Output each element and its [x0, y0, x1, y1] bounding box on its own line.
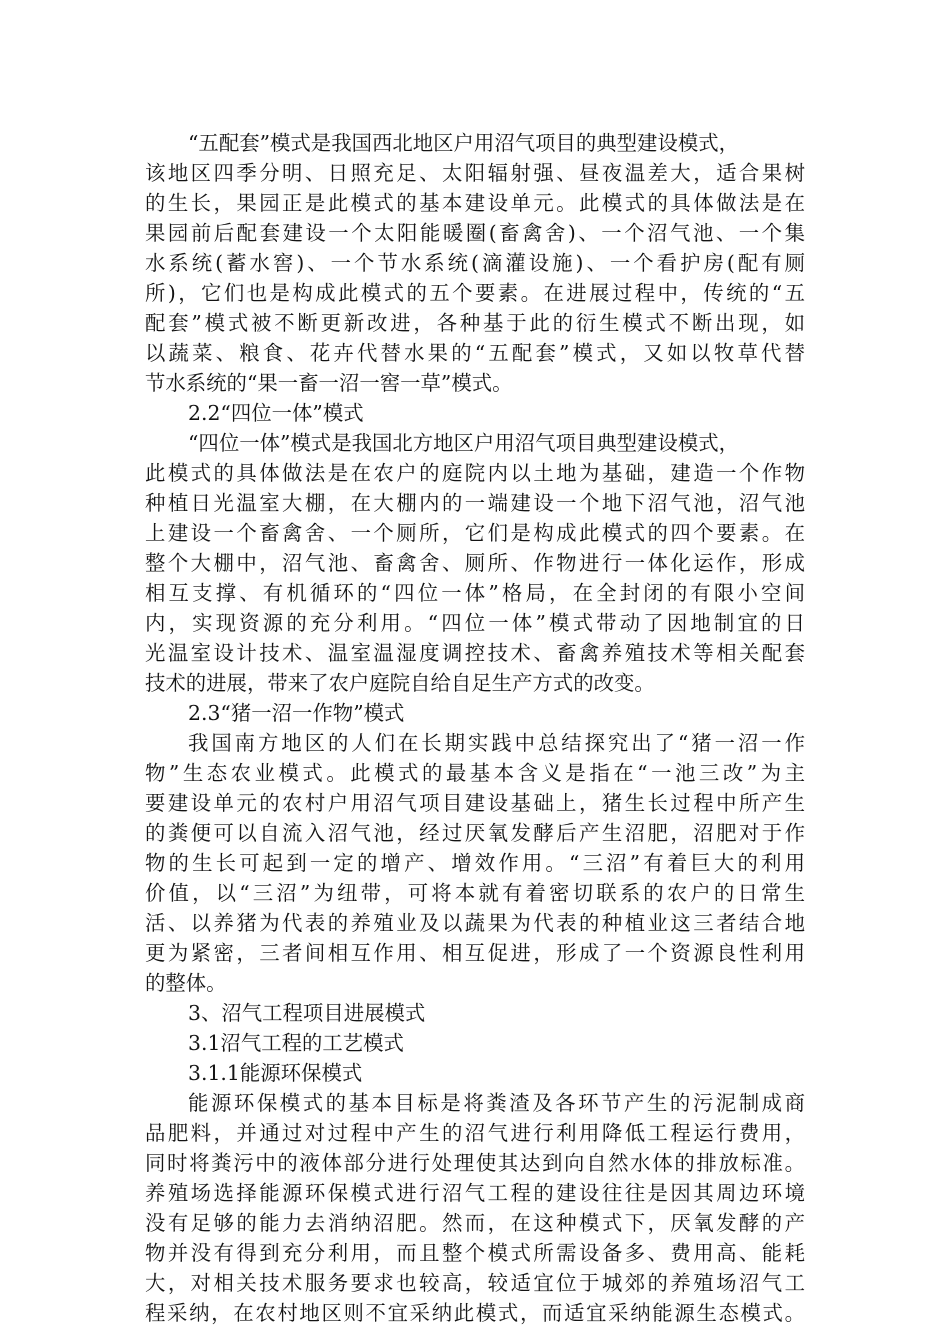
- paragraph-line: 的整体。: [145, 971, 227, 995]
- paragraph-line: 更为紧密，三者间相互作用、相互促进，形成了一个资源良性利用: [145, 941, 805, 965]
- paragraph-line: 价值，以“三沼”为纽带，可将本就有着密切联系的农户的日常生: [145, 881, 805, 905]
- paragraph-line: 相互支撑、有机循环的“四位一体”格局，在全封闭的有限小空间: [145, 581, 805, 605]
- paragraph-line: 能源环保模式的基本目标是将粪渣及各环节产生的污泥制成商: [188, 1091, 805, 1115]
- paragraph-line: 该地区四季分明、日照充足、太阳辐射强、昼夜温差大，适合果树: [145, 161, 805, 185]
- paragraph-line: 物”生态农业模式。此模式的最基本含义是指在“一池三改”为主: [145, 761, 805, 785]
- paragraph-line: “四位一体”模式是我国北方地区户用沼气项目典型建设模式，: [188, 431, 740, 455]
- paragraph-line: 所)，它们也是构成此模式的五个要素。在进展过程中，传统的“五: [145, 281, 805, 305]
- paragraph-line: 没有足够的能力去消纳沼肥。然而，在这种模式下，厌氧发酵的产: [145, 1211, 805, 1235]
- section-heading: 3.1沼气工程的工艺模式: [188, 1031, 404, 1055]
- paragraph-line: 光温室设计技术、温室温湿度调控技术、畜禽养殖技术等相关配套: [145, 641, 805, 665]
- paragraph-line: 水系统(蓄水窖)、一个节水系统(滴灌设施)、一个看护房(配有厕: [145, 251, 805, 275]
- paragraph-line: 此模式的具体做法是在农户的庭院内以土地为基础，建造一个作物: [145, 461, 805, 485]
- paragraph-line: 物的生长可起到一定的增产、增效作用。“三沼”有着巨大的利用: [145, 851, 805, 875]
- paragraph-line: 我国南方地区的人们在长期实践中总结探究出了“猪一沼一作: [188, 731, 805, 755]
- paragraph-line: 配套”模式被不断更新改进，各种基于此的衍生模式不断出现，如: [145, 311, 805, 335]
- section-heading: 2.3“猪一沼一作物”模式: [188, 701, 405, 725]
- paragraph-line: 要建设单元的农村户用沼气项目建设基础上，猪生长过程中所产生: [145, 791, 805, 815]
- paragraph-line: 整个大棚中，沼气池、畜禽舍、厕所、作物进行一体化运作，形成: [145, 551, 805, 575]
- section-heading: 3、沼气工程项目进展模式: [188, 1001, 426, 1025]
- paragraph-line: 的粪便可以自流入沼气池，经过厌氧发酵后产生沼肥，沼肥对于作: [145, 821, 805, 845]
- paragraph-line: 果园前后配套建设一个太阳能暖圈(畜禽舍)、一个沼气池、一个集: [145, 221, 805, 245]
- paragraph-line: 技术的进展，带来了农户庭院自给自足生产方式的改变。: [145, 671, 655, 695]
- paragraph-line: 程采纳，在农村地区则不宜采纳此模式，而适宜采纳能源生态模式。: [145, 1301, 805, 1325]
- section-heading: 3.1.1能源环保模式: [188, 1061, 363, 1085]
- paragraph-line: 活、以养猪为代表的养殖业及以蔬果为代表的种植业这三者结合地: [145, 911, 805, 935]
- paragraph-line: 以蔬菜、粮食、花卉代替水果的“五配套”模式，又如以牧草代替: [145, 341, 805, 365]
- paragraph-line: “五配套”模式是我国西北地区户用沼气项目的典型建设模式，: [188, 131, 740, 155]
- paragraph-line: 的生长，果园正是此模式的基本建设单元。此模式的具体做法是在: [145, 191, 805, 215]
- paragraph-line: 上建设一个畜禽舍、一个厕所，它们是构成此模式的四个要素。在: [145, 521, 805, 545]
- paragraph-line: 节水系统的“果一畜一沼一窖一草”模式。: [145, 371, 513, 395]
- paragraph-line: 种植日光温室大棚，在大棚内的一端建设一个地下沼气池，沼气池: [145, 491, 805, 515]
- paragraph-line: 物并没有得到充分利用，而且整个模式所需设备多、费用高、能耗: [145, 1241, 805, 1265]
- paragraph-line: 内，实现资源的充分利用。“四位一体”模式带动了因地制宜的日: [145, 611, 805, 635]
- paragraph-line: 同时将粪污中的液体部分进行处理使其达到向自然水体的排放标准。: [145, 1151, 805, 1175]
- section-heading: 2.2“四位一体”模式: [188, 401, 364, 425]
- paragraph-line: 大，对相关技术服务要求也较高，较适宜位于城郊的养殖场沼气工: [145, 1271, 805, 1295]
- paragraph-line: 养殖场选择能源环保模式进行沼气工程的建设往往是因其周边环境: [145, 1181, 805, 1205]
- paragraph-line: 品肥料，并通过对过程中产生的沼气进行利用降低工程运行费用，: [145, 1121, 805, 1145]
